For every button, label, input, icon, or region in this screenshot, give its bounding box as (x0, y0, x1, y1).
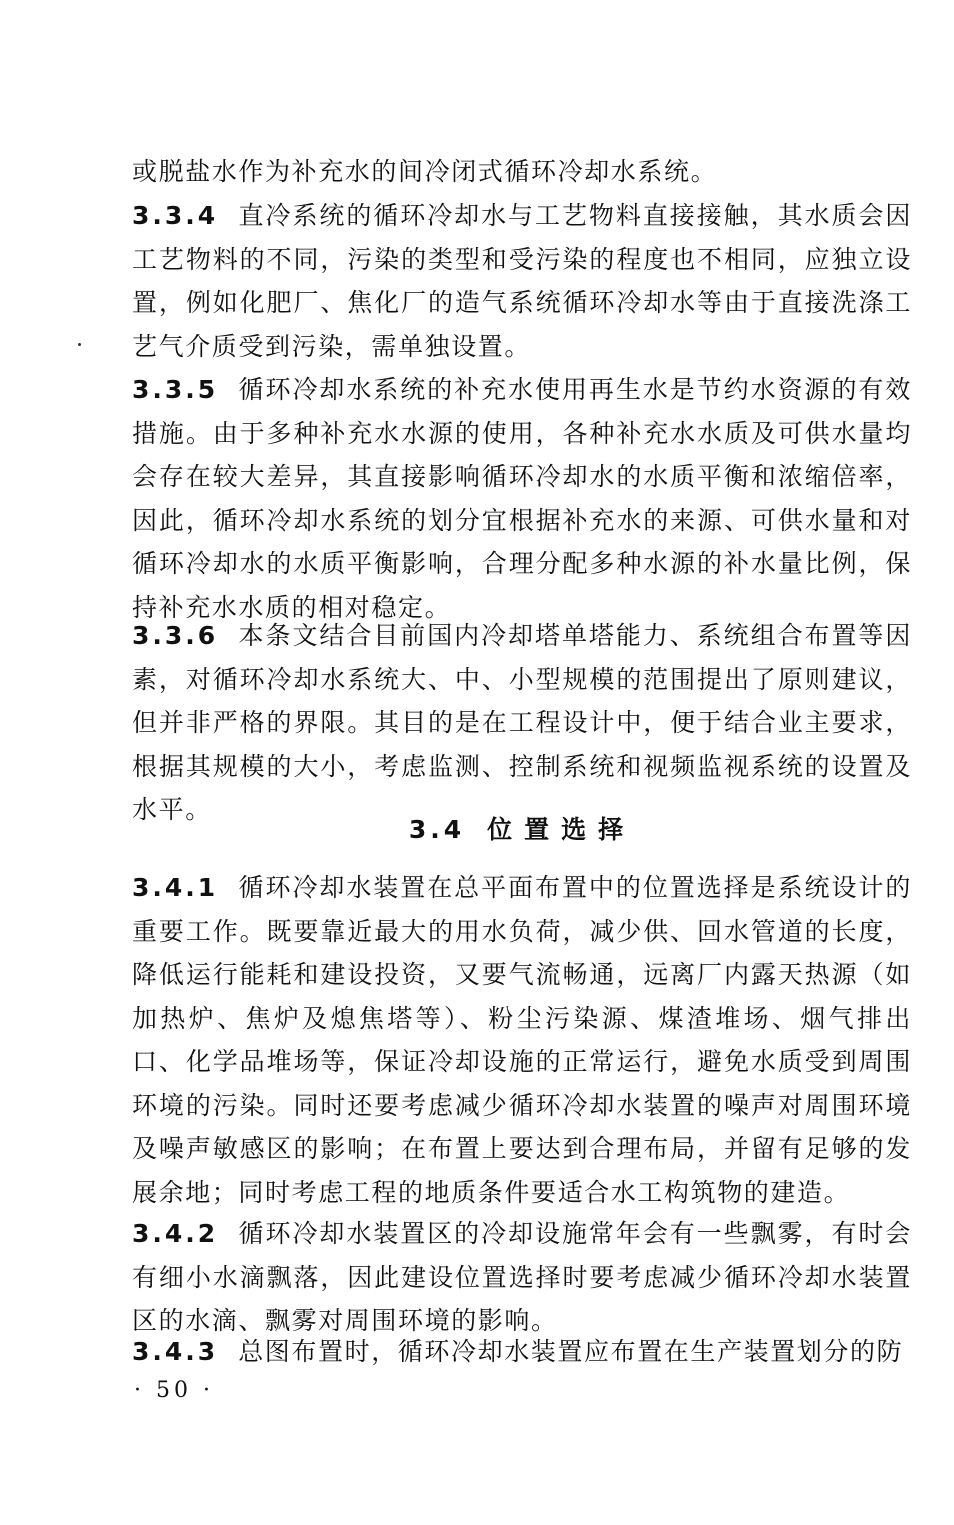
clause-3-3-4 (132, 194, 912, 368)
clause-text: 本条文结合目前国内冷却塔单塔能力、系统组合布置等因素，对循环冷却水系统大、中、小型规模的范围提出了原则建议，但并非严格的界限。其目的是在工程设计中，便于结合业主要求，根据其规模的大小，考虑监测、控制系统和视频监视系统的设置及水平。 (132, 621, 912, 824)
clause-text: 直冷系统的循环冷却水与工艺物料直接接触，其水质会因工艺物料的不同，污染的类型和受污染的程度也不相同，应独立设置，例如化肥厂、焦化厂的造气系统循环冷却水等由于直接洗涤工艺气介质受到污染，需单独设置。 (132, 201, 912, 361)
clause-number: 3.4.2 (132, 1219, 219, 1248)
paragraph-continuation (132, 150, 912, 194)
section-number: 3.4 (408, 815, 466, 844)
clause-text: 总图布置时，循环冷却水装置应布置在生产装置划分的防 (238, 1337, 904, 1366)
clause-3-4-2 (132, 1212, 912, 1343)
clause-text: 循环冷却水系统的补充水使用再生水是节约水资源的有效措施。由于多种补充水水源的使用，各种补充水水质及可供水量均会存在较大差异，其直接影响循环冷却水的水质平衡和浓缩倍率，因此，循环冷却水系统的划分宜根据补充水的来源、可供水量和对循环冷却水的水质平衡影响，合理分配多种水源的补水量比例，保持补充水水质的相对稳定。 (132, 375, 912, 622)
scan-speck (78, 343, 81, 346)
clause-number: 3.3.4 (132, 201, 219, 230)
clause-text: 循环冷却水装置在总平面布置中的位置选择是系统设计的重要工作。既要靠近最大的用水负荷，减少供、回水管道的长度，降低运行能耗和建设投资，又要气流畅通，远离厂内露天热源（如加热炉、焦炉及熄焦塔等）、粉尘污染源、煤渣堆场、烟气排出口、化学品堆场等，保证冷却设施的正常运行，避免水质受到周围环境的污染。同时还要考虑减少循环冷却水装置的噪声对周围环境及噪声敏感区的影响；在布置上要达到合理布局，并留有足够的发展余地；同时考虑工程的地质条件要适合水工构筑物的建造。 (132, 873, 912, 1207)
clause-number: 3.4.3 (132, 1337, 219, 1366)
clause-3-3-6 (132, 614, 912, 832)
section-heading (132, 810, 912, 850)
clause-3-4-3 (132, 1330, 912, 1374)
clause-number: 3.4.1 (132, 873, 219, 902)
clause-number: 3.3.6 (132, 621, 219, 650)
clause-3-4-1 (132, 866, 912, 1214)
paragraph-text: 或脱盐水作为补充水的间冷闭式循环冷却水系统。 (132, 157, 718, 186)
clause-text: 循环冷却水装置区的冷却设施常年会有一些飘雾，有时会有细小水滴飘落，因此建设位置选择时要考虑减少循环冷却水装置区的水滴、飘雾对周围环境的影响。 (132, 1219, 912, 1335)
clause-number: 3.3.5 (132, 375, 219, 404)
page-number: · 50 · (134, 1378, 214, 1403)
section-title: 位置选择 (487, 815, 636, 844)
clause-3-3-5 (132, 368, 912, 629)
